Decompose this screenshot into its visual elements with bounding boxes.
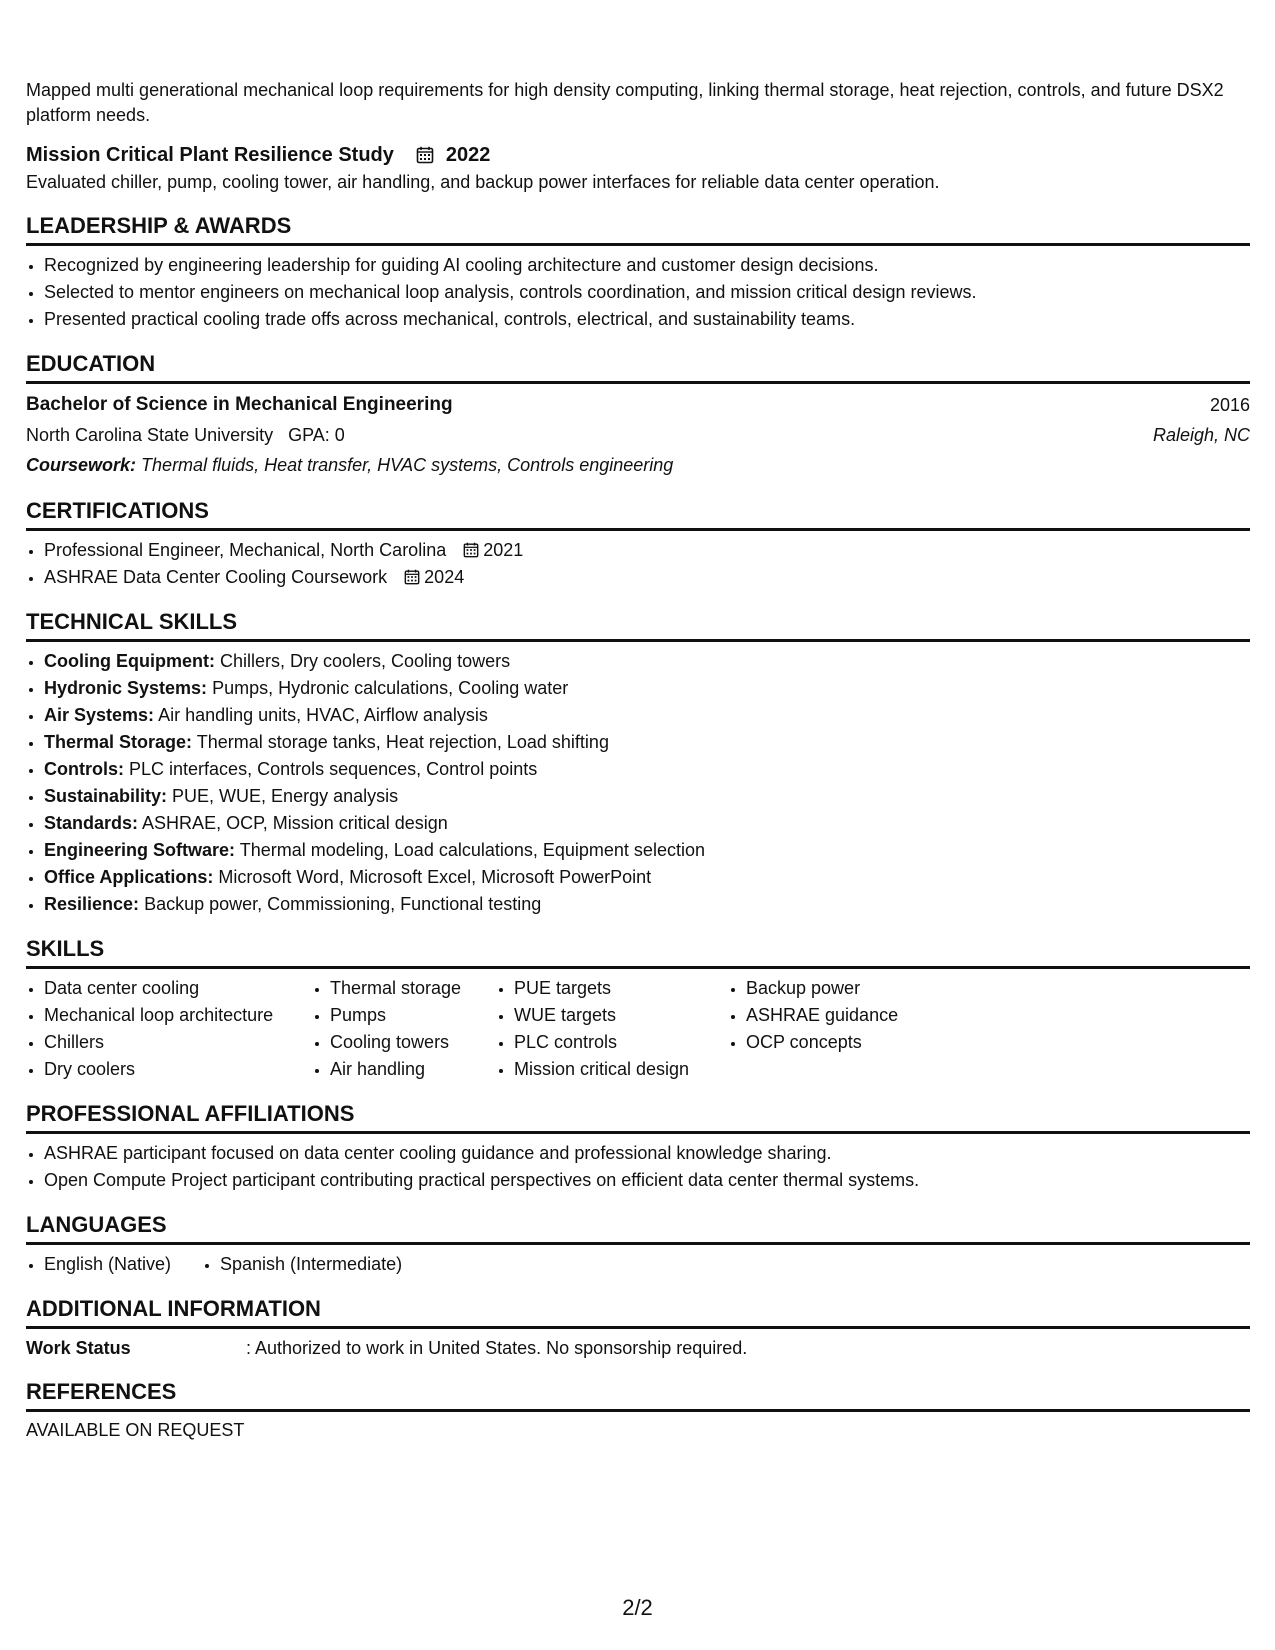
list-item: • PUE targets — [514, 975, 728, 1002]
work-status-row — [26, 1335, 1250, 1361]
skills-column — [496, 975, 728, 1083]
skill-category: Hydronic Systems: — [44, 678, 208, 698]
certification-year: 2024 — [424, 567, 465, 587]
page-number: 2/2 — [622, 1595, 653, 1620]
references-text: AVAILABLE ON REQUEST — [26, 1420, 245, 1440]
coursework-list: Thermal fluids, Heat transfer, HVAC systems, Controls engineering — [141, 455, 674, 475]
section-title-certifications: CERTIFICATIONS — [26, 496, 1250, 531]
list-item: • ASHRAE guidance — [746, 1002, 986, 1029]
section-title-education: EDUCATION — [26, 349, 1250, 384]
calendar-icon — [416, 146, 434, 164]
list-item: • Open Compute Project participant contributing practical perspectives on efficient data center thermal systems. — [44, 1167, 1250, 1194]
list-item — [44, 729, 1250, 756]
list-item: • Data center cooling — [44, 975, 312, 1002]
section-title-languages: LANGUAGES — [26, 1210, 1250, 1245]
education-degree-row — [26, 390, 1250, 420]
coursework-label: Coursework: — [26, 455, 137, 475]
skill-category: Sustainability: — [44, 786, 168, 806]
degree: Bachelor of Science in Mechanical Engineering — [26, 394, 453, 415]
skill-values: Air handling units, HVAC, Airflow analysis — [158, 705, 488, 725]
list-item: • Chillers — [44, 1029, 312, 1056]
skill-category: Office Applications: — [44, 867, 214, 887]
resume-page — [26, 78, 1250, 1443]
list-item: • Mission critical design — [514, 1056, 728, 1083]
list-item — [44, 810, 1250, 837]
gpa: GPA: 0 — [288, 425, 345, 445]
list-item: • Presented practical cooling trade offs across mechanical, controls, electrical, and sustainability teams. — [44, 306, 1250, 333]
intro-paragraph: Mapped multi generational mechanical loop requirements for high density computing, linking thermal storage, heat rejection, controls, and future DSX2 platform needs. — [26, 80, 1224, 125]
project-year: 2022 — [445, 144, 491, 166]
calendar-icon — [463, 542, 479, 558]
certifications-list — [26, 537, 1250, 591]
languages-column — [26, 1251, 202, 1278]
project-title-row — [26, 140, 1250, 170]
certification-name: ASHRAE Data Center Cooling Coursework — [44, 567, 388, 587]
certification-year: 2021 — [483, 540, 524, 560]
skill-values: Pumps, Hydronic calculations, Cooling water — [212, 678, 569, 698]
list-item: • Dry coolers — [44, 1056, 312, 1083]
section-title-additional: ADDITIONAL INFORMATION — [26, 1294, 1250, 1329]
section-title-skills: SKILLS — [26, 934, 1250, 969]
school-location: Raleigh, NC — [1152, 425, 1250, 445]
skill-values: ASHRAE, OCP, Mission critical design — [142, 813, 448, 833]
skill-category: Thermal Storage: — [44, 732, 193, 752]
skill-values: Thermal storage tanks, Heat rejection, Load shifting — [196, 732, 609, 752]
list-item — [44, 675, 1250, 702]
skill-values: PUE, WUE, Energy analysis — [172, 786, 399, 806]
skill-category: Cooling Equipment: — [44, 651, 215, 671]
calendar-icon — [404, 569, 420, 585]
skill-values: Microsoft Word, Microsoft Excel, Microsoft PowerPoint — [218, 867, 652, 887]
skill-values: PLC interfaces, Controls sequences, Control points — [129, 759, 538, 779]
skill-values: Backup power, Commissioning, Functional testing — [144, 894, 542, 914]
list-item: • WUE targets — [514, 1002, 728, 1029]
list-item — [44, 648, 1250, 675]
affiliations-list — [26, 1140, 1250, 1194]
languages-column — [202, 1251, 402, 1278]
skill-values: Chillers, Dry coolers, Cooling towers — [220, 651, 511, 671]
list-item — [44, 837, 1250, 864]
skill-category: Engineering Software: — [44, 840, 236, 860]
section-title-leadership: LEADERSHIP & AWARDS — [26, 211, 1250, 246]
list-item: • Spanish (Intermediate) — [220, 1251, 402, 1278]
list-item: • Pumps — [330, 1002, 496, 1029]
skill-values: Thermal modeling, Load calculations, Equipment selection — [239, 840, 705, 860]
coursework-row — [26, 450, 1250, 480]
list-item: • ASHRAE participant focused on data center cooling guidance and professional knowledge sharing. — [44, 1140, 1250, 1167]
list-item — [44, 702, 1250, 729]
school-name: North Carolina State University — [26, 425, 274, 445]
list-item: • Air handling — [330, 1056, 496, 1083]
skill-category: Air Systems: — [44, 705, 155, 725]
skill-category: Controls: — [44, 759, 124, 779]
work-status-label: Work Status — [26, 1338, 131, 1358]
project-title: Mission Critical Plant Resilience Study — [26, 144, 394, 166]
list-item — [44, 891, 1250, 918]
skill-category: Resilience: — [44, 894, 140, 914]
skills-column — [728, 975, 986, 1083]
section-title-affiliations: PROFESSIONAL AFFILIATIONS — [26, 1099, 1250, 1134]
languages-row — [26, 1251, 1250, 1278]
list-item — [44, 564, 1250, 591]
section-title-technical-skills: TECHNICAL SKILLS — [26, 607, 1250, 642]
skill-category: Standards: — [44, 813, 139, 833]
school-info — [26, 420, 345, 450]
section-title-references: REFERENCES — [26, 1377, 1250, 1412]
work-status-value: : Authorized to work in United States. No sponsorship required. — [246, 1338, 748, 1358]
list-item: • English (Native) — [44, 1251, 202, 1278]
list-item: • PLC controls — [514, 1029, 728, 1056]
coursework — [26, 450, 673, 480]
list-item — [44, 783, 1250, 810]
education-school-row — [26, 420, 1250, 450]
list-item: • Mechanical loop architecture — [44, 1002, 312, 1029]
leadership-list — [26, 252, 1250, 333]
skills-column — [26, 975, 312, 1083]
list-item: • Selected to mentor engineers on mechanical loop analysis, controls coordination, and mission critical design reviews. — [44, 279, 1250, 306]
list-item: • Recognized by engineering leadership for guiding AI cooling architecture and customer design decisions. — [44, 252, 1250, 279]
list-item — [44, 537, 1250, 564]
list-item: • Backup power — [746, 975, 986, 1002]
project-description: Evaluated chiller, pump, cooling tower, air handling, and backup power interfaces for reliable data center operation. — [26, 172, 940, 192]
list-item: • OCP concepts — [746, 1029, 986, 1056]
list-item: • Thermal storage — [330, 975, 496, 1002]
list-item — [44, 756, 1250, 783]
list-item: • Cooling towers — [330, 1029, 496, 1056]
skills-grid — [26, 975, 1250, 1083]
certification-name: Professional Engineer, Mechanical, North Carolina — [44, 540, 447, 560]
list-item — [44, 864, 1250, 891]
skills-column — [312, 975, 496, 1083]
graduation-year: 2016 — [1209, 395, 1250, 415]
technical-skills-list — [26, 648, 1250, 918]
